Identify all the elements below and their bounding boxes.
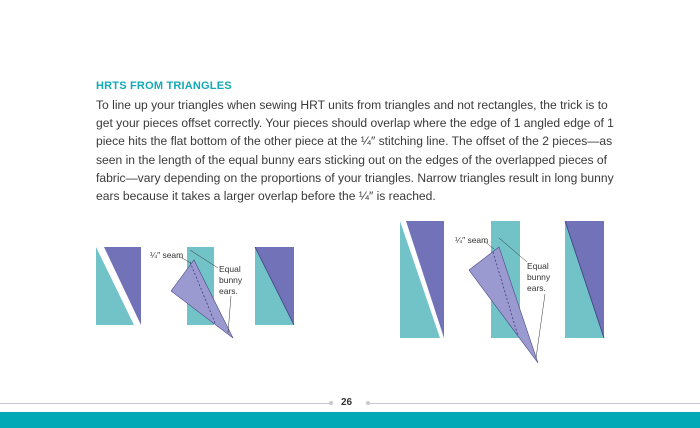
left-diagram (96, 247, 294, 338)
ears-label-3: ears. (219, 286, 238, 296)
ears-label-1: Equal (527, 261, 549, 271)
ears-pointer-bottom (536, 294, 545, 358)
seam-label: ¼″ seam (455, 235, 489, 245)
footer-rule-right (370, 403, 700, 404)
footer-dot-left (329, 401, 333, 405)
seam-label: ¼″ seam (150, 250, 184, 260)
footer-rule-left (0, 403, 330, 404)
footer-band (0, 412, 700, 428)
body-paragraph: To line up your triangles when sewing HRT units from triangles and not rectangles, the trick is to get your pieces offset correctly. Your pieces should overlap where the edge of 1 angled edge of 1 piece hits the flat bottom of the other piece at the ¼″ stitching line. The offset of the 2 pieces—as seen in the length of the equal bunny ears sticking out on the edges of the overlapped pieces of fabric—vary depending on the proportions of your triangles. Narrow triangles result in long bunny ears because it takes a larger overlap before the ¼″ is reached. (96, 98, 614, 204)
ears-label-3: ears. (527, 283, 546, 293)
right-diagram (400, 221, 604, 363)
ears-pointer-bottom (228, 296, 231, 333)
ears-label-2: bunny (219, 275, 243, 285)
ears-label-2: bunny (527, 272, 551, 282)
page-number: 26 (341, 397, 353, 408)
section-heading: HRTS FROM TRIANGLES (96, 80, 232, 92)
ears-label-1: Equal (219, 264, 241, 274)
